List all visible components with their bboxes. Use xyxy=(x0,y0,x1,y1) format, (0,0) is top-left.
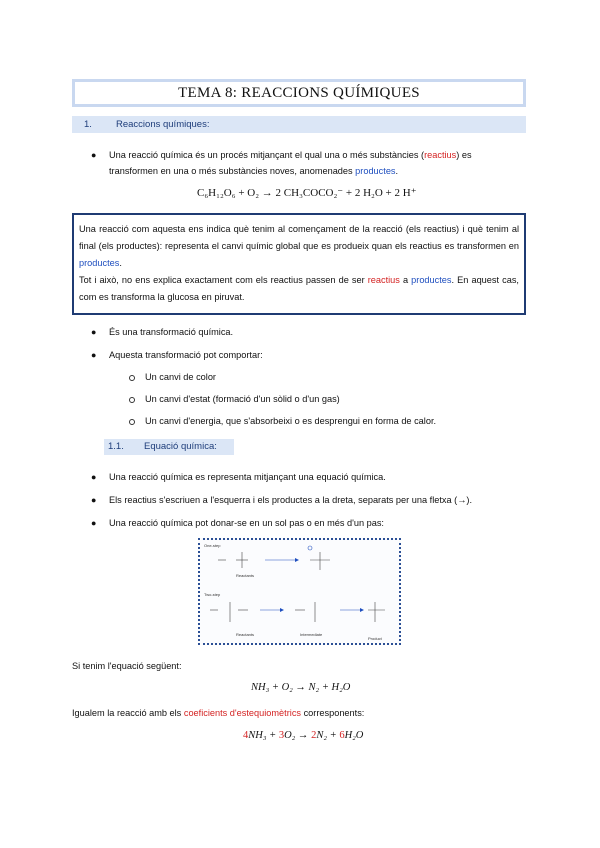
bullet-icon: ● xyxy=(91,350,97,360)
section-heading-1 xyxy=(72,116,526,133)
diagram-label: Reactants xyxy=(236,632,255,637)
diagram-label: Product xyxy=(368,636,382,641)
bullet-icon: ● xyxy=(91,150,97,160)
bullet-paragraph: Una reacció química és un procés mitjançant el qual una o més substàncies (reactius) es transformen en una o més substàncies noves, anomenades productes. xyxy=(109,150,472,176)
paragraph: Si tenim l'equació següent: xyxy=(72,661,182,671)
list-item: Una reacció química pot donar-se en un sol pas o en més d'un pas: xyxy=(109,518,384,528)
section-heading-1-1 xyxy=(104,439,234,455)
chemical-formula: C₆H₁₂O₆ + O₂ → 2 CH₃COCO₂⁻ + 2 H₂O + 2 H⁺ xyxy=(197,187,417,199)
diagram-label: Two-step xyxy=(204,592,221,597)
sub-list-item: Un canvi d'energia, que s'absorbeixi o es desprengui en forma de calor. xyxy=(145,416,437,426)
list-item: Aquesta transformació pot comportar: xyxy=(109,350,263,360)
circle-bullet-icon xyxy=(129,375,135,381)
page-title-box xyxy=(72,79,526,107)
diagram-label: Intermediate xyxy=(300,632,323,637)
page-title: TEMA 8: REACCIONS QUÍMIQUES xyxy=(178,84,420,101)
box-paragraph-2: Tot i això, no ens explica exactament com els reactius passen de ser reactius a productes. En aquest cas, com es transforma la glucosa en piruvat. xyxy=(79,275,519,302)
list-item: És una transformació química. xyxy=(109,327,234,337)
equation-balanced: 4NH₃ + 3O₂ → 2N₂ + 6H₂O xyxy=(243,730,364,741)
diagram-structures xyxy=(200,540,399,643)
section-label: Reaccions químiques: xyxy=(116,119,210,130)
circle-bullet-icon xyxy=(129,397,135,403)
equation-unbalanced: NH₃ + O₂ → N₂ + H₂O xyxy=(251,682,351,693)
diagram-label: One-step xyxy=(204,543,221,548)
sub-list-item: Un canvi de color xyxy=(145,372,216,382)
circle-bullet-icon xyxy=(129,419,135,425)
bullet-icon: ● xyxy=(91,518,97,528)
reaction-steps-diagram xyxy=(198,538,401,645)
list-item: Una reacció química es representa mitjançant una equació química. xyxy=(109,472,386,482)
bullet-icon: ● xyxy=(91,472,97,482)
bullet-icon: ● xyxy=(91,495,97,505)
section-number: 1. xyxy=(84,119,92,130)
section-label: Equació química: xyxy=(144,441,217,452)
bullet-icon: ● xyxy=(91,327,97,337)
diagram-label: Reactants xyxy=(236,573,255,578)
paragraph: Igualem la reacció amb els coeficients d'estequiomètrics corresponents: xyxy=(72,708,365,718)
explanation-box xyxy=(72,213,526,315)
section-number: 1.1. xyxy=(108,441,124,452)
box-paragraph-1: Una reacció com aquesta ens indica què tenim al començament de la reacció (els reactius) i què tenim al final (els productes): representa el canvi químic global que es produeix quan els reactius es transformen en productes. xyxy=(79,224,519,268)
list-item: Els reactius s'escriuen a l'esquerra i els productes a la dreta, separats per una fletxa (→). xyxy=(109,495,473,505)
sub-list-item: Un canvi d'estat (formació d'un sòlid o d'un gas) xyxy=(145,394,340,404)
